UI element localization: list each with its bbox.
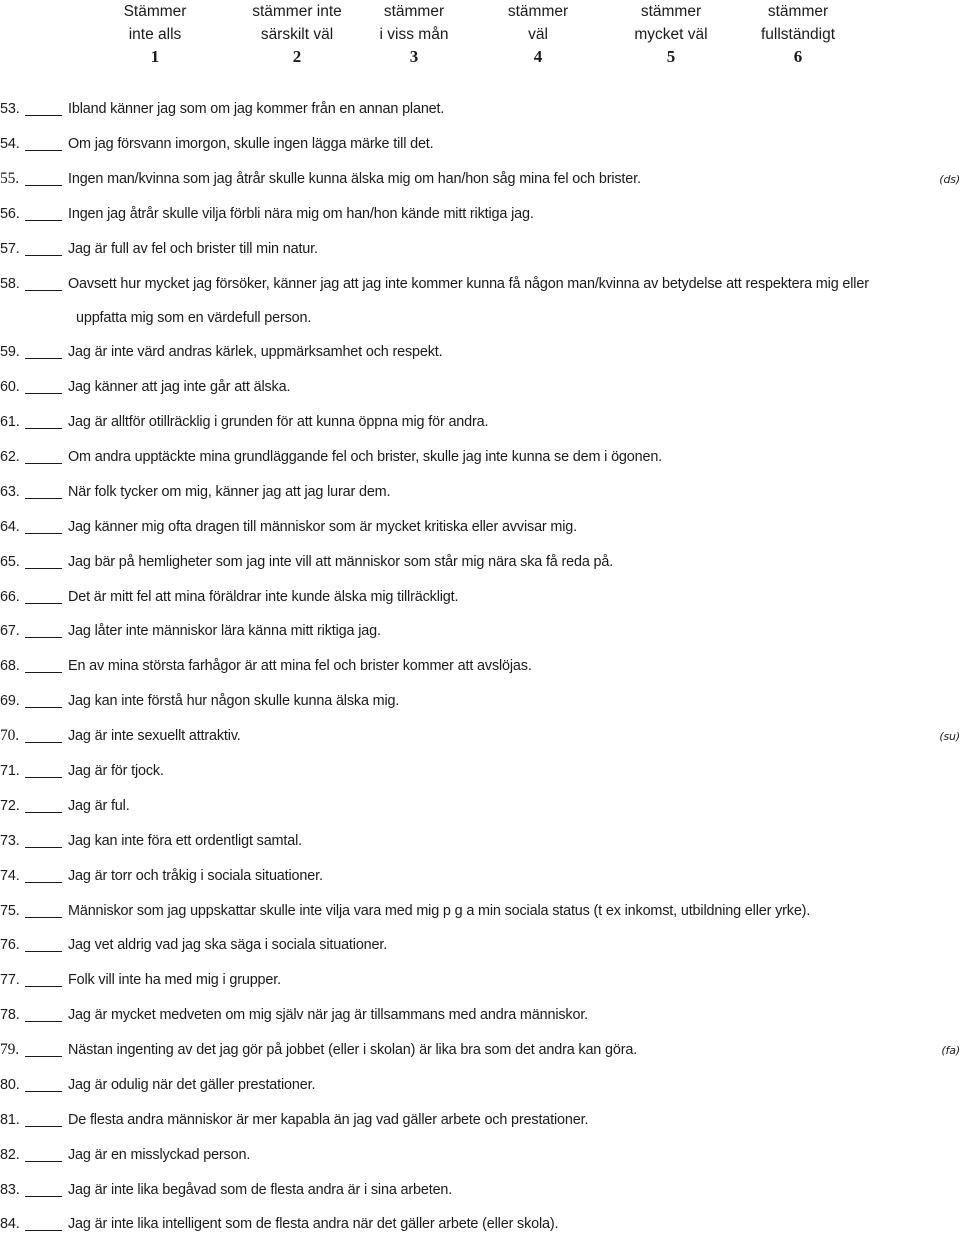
scale-label-line2: särskilt väl (260, 26, 334, 43)
item-number: 64. (0, 519, 20, 535)
item-number: 82. (0, 1147, 20, 1163)
answer-blank[interactable] (25, 463, 62, 464)
item-71 (0, 763, 960, 785)
item-text-continuation: uppfatta mig som en värdefull person. (76, 310, 312, 326)
item-number: 81. (0, 1112, 20, 1128)
item-number: 79. (0, 1041, 19, 1058)
item-text: Jag är inte värd andras kärlek, uppmärksamhet och respekt. (68, 344, 443, 360)
answer-blank[interactable] (25, 1056, 62, 1057)
answer-blank[interactable] (25, 707, 62, 708)
item-70 (0, 728, 960, 750)
item-number: 68. (0, 658, 20, 674)
item-text: När folk tycker om mig, känner jag att jag lurar dem. (68, 484, 391, 500)
item-80 (0, 1077, 960, 1099)
scale-number: 2 (292, 47, 302, 66)
item-55 (0, 171, 960, 193)
item-59 (0, 344, 960, 366)
answer-blank[interactable] (25, 428, 62, 429)
answer-blank[interactable] (25, 777, 62, 778)
answer-blank[interactable] (25, 358, 62, 359)
item-text: Ingen jag åtrår skulle vilja förbli nära mig om han/hon kände mitt riktiga jag. (68, 206, 534, 222)
scale-number: 1 (150, 47, 160, 66)
item-text: Jag är inte lika intelligent som de flesta andra när det gäller arbete (eller skola). (68, 1216, 559, 1232)
item-number: 72. (0, 798, 20, 814)
scale-number: 3 (409, 47, 419, 66)
item-number: 57. (0, 241, 20, 257)
item-number: 62. (0, 449, 20, 465)
item-text: En av mina största farhågor är att mina fel och brister kommer att avslöjas. (68, 658, 532, 674)
item-text: Om jag försvann imorgon, skulle ingen lägga märke till det. (68, 136, 434, 152)
item-number: 56. (0, 206, 20, 222)
item-text: Jag är torr och tråkig i sociala situationer. (68, 868, 323, 884)
item-number: 74. (0, 868, 20, 884)
scale-label-line1: stämmer (640, 3, 702, 20)
item-number: 78. (0, 1007, 20, 1023)
item-number: 84. (0, 1216, 20, 1232)
item-number: 65. (0, 554, 20, 570)
answer-blank[interactable] (25, 255, 62, 256)
answer-blank[interactable] (25, 150, 62, 151)
item-54 (0, 136, 960, 158)
item-text: Jag vet aldrig vad jag ska säga i sociala situationer. (68, 937, 388, 953)
item-83 (0, 1182, 960, 1204)
item-73 (0, 833, 960, 855)
item-text: Jag är alltför otillräcklig i grunden för att kunna öppna mig för andra. (68, 414, 489, 430)
scale-label-line1: stämmer (507, 3, 569, 20)
item-number: 67. (0, 623, 20, 639)
answer-blank[interactable] (25, 290, 62, 291)
item-58 (0, 276, 960, 326)
item-text: Om andra upptäckte mina grundläggande fel och brister, skulle jag inte kunna se dem i ögonen. (68, 449, 663, 465)
answer-blank[interactable] (25, 742, 62, 743)
item-61 (0, 414, 960, 436)
item-text: Jag känner att jag inte går att älska. (68, 379, 291, 395)
item-number: 54. (0, 136, 20, 152)
item-57 (0, 241, 960, 263)
answer-blank[interactable] (25, 882, 62, 883)
subscale-tag: (ds) (939, 173, 960, 186)
answer-blank[interactable] (25, 498, 62, 499)
item-text: Ingen man/kvinna som jag åtrår skulle kunna älska mig om han/hon såg mina fel och brister. (68, 171, 641, 187)
item-63 (0, 484, 960, 506)
item-number: 58. (0, 276, 20, 292)
item-text: Jag känner mig ofta dragen till människor som är mycket kritiska eller avvisar mig. (68, 519, 577, 535)
answer-blank[interactable] (25, 533, 62, 534)
answer-blank[interactable] (25, 637, 62, 638)
scale-label-line1: stämmer (767, 3, 829, 20)
item-67 (0, 623, 960, 645)
answer-blank[interactable] (25, 185, 62, 186)
scale-label-line2: inte alls (128, 26, 182, 43)
item-text: Jag kan inte förstå hur någon skulle kunna älska mig. (68, 693, 400, 709)
item-text: De flesta andra människor är mer kapabla än jag vad gäller arbete och prestationer. (68, 1112, 589, 1128)
item-text: Oavsett hur mycket jag försöker, känner jag att jag inte kommer kunna få någon man/kvinna av betydelse att respektera mig eller (68, 276, 869, 292)
item-text: Jag är en misslyckad person. (68, 1147, 251, 1163)
answer-blank[interactable] (25, 1091, 62, 1092)
item-number: 55. (0, 170, 19, 187)
answer-blank[interactable] (25, 220, 62, 221)
item-text: Jag är odulig när det gäller prestationer. (68, 1077, 316, 1093)
item-number: 61. (0, 414, 20, 430)
answer-blank[interactable] (25, 603, 62, 604)
item-number: 63. (0, 484, 20, 500)
item-76 (0, 937, 960, 959)
answer-blank[interactable] (25, 1126, 62, 1127)
item-79 (0, 1042, 960, 1064)
scale-label-line1: Stämmer (123, 3, 187, 20)
item-text: Jag är full av fel och brister till min natur. (68, 241, 318, 257)
scale-label-line2: fullständigt (760, 26, 836, 43)
item-text: Jag är för tjock. (68, 763, 164, 779)
item-75 (0, 903, 960, 925)
item-68 (0, 658, 960, 680)
item-number: 59. (0, 344, 20, 360)
item-82 (0, 1147, 960, 1169)
scale-label-line2: i viss mån (379, 26, 449, 43)
scale-number: 4 (533, 47, 543, 66)
item-69 (0, 693, 960, 715)
item-number: 60. (0, 379, 20, 395)
item-60 (0, 379, 960, 401)
item-84 (0, 1216, 960, 1238)
item-text: Jag kan inte föra ett ordentligt samtal. (68, 833, 302, 849)
item-72 (0, 798, 960, 820)
item-text: Ibland känner jag som om jag kommer från en annan planet. (68, 101, 445, 117)
answer-blank[interactable] (25, 951, 62, 952)
answer-blank[interactable] (25, 986, 62, 987)
scale-number: 6 (793, 47, 803, 66)
item-text: Jag är inte sexuellt attraktiv. (68, 728, 241, 744)
item-number: 69. (0, 693, 20, 709)
item-text: Jag är inte lika begåvad som de flesta andra är i sina arbeten. (68, 1182, 453, 1198)
item-text: Jag låter inte människor lära känna mitt riktiga jag. (68, 623, 381, 639)
scale-label-line2: mycket väl (634, 26, 708, 43)
item-text: Det är mitt fel att mina föräldrar inte kunde älska mig tillräckligt. (68, 589, 459, 605)
item-number: 77. (0, 972, 20, 988)
item-81 (0, 1112, 960, 1134)
scale-label-line1: stämmer (383, 3, 445, 20)
item-text: Jag är ful. (68, 798, 130, 814)
item-number: 75. (0, 903, 20, 919)
item-66 (0, 589, 960, 611)
item-number: 76. (0, 937, 20, 953)
answer-blank[interactable] (25, 568, 62, 569)
item-text: Jag är mycket medveten om mig själv när jag är tillsammans med andra människor. (68, 1007, 589, 1023)
item-number: 71. (0, 763, 20, 779)
item-number: 70. (0, 727, 19, 744)
answer-blank[interactable] (25, 917, 62, 918)
item-77 (0, 972, 960, 994)
item-text: Människor som jag uppskattar skulle inte vilja vara med mig p g a min sociala status (t ex inkomst, utbildning eller yrke). (68, 903, 811, 919)
answer-blank[interactable] (25, 672, 62, 673)
scale-label-line2: väl (528, 26, 548, 43)
item-text: Jag bär på hemligheter som jag inte vill att människor som står mig nära ska få reda på. (68, 554, 614, 570)
item-65 (0, 554, 960, 576)
scale-label-line1: stämmer inte (252, 3, 342, 20)
item-62 (0, 449, 960, 471)
item-number: 73. (0, 833, 20, 849)
item-64 (0, 519, 960, 541)
answer-blank[interactable] (25, 812, 62, 813)
item-number: 66. (0, 589, 20, 605)
subscale-tag: (fa) (941, 1044, 960, 1057)
answer-blank[interactable] (25, 847, 62, 848)
item-text: Nästan ingenting av det jag gör på jobbet (eller i skolan) är lika bra som det andra kan göra. (68, 1042, 638, 1058)
item-number: 80. (0, 1077, 20, 1093)
item-74 (0, 868, 960, 890)
item-number: 83. (0, 1182, 20, 1198)
answer-blank[interactable] (25, 393, 62, 394)
answer-blank[interactable] (25, 1161, 62, 1162)
answer-blank[interactable] (25, 115, 62, 116)
item-text: Folk vill inte ha med mig i grupper. (68, 972, 281, 988)
item-56 (0, 206, 960, 228)
answer-blank[interactable] (25, 1021, 62, 1022)
subscale-tag: (su) (939, 730, 960, 743)
scale-number: 5 (666, 47, 676, 66)
answer-blank[interactable] (25, 1196, 62, 1197)
item-78 (0, 1007, 960, 1029)
answer-blank[interactable] (25, 1230, 62, 1231)
item-53 (0, 101, 960, 123)
item-number: 53. (0, 101, 20, 117)
